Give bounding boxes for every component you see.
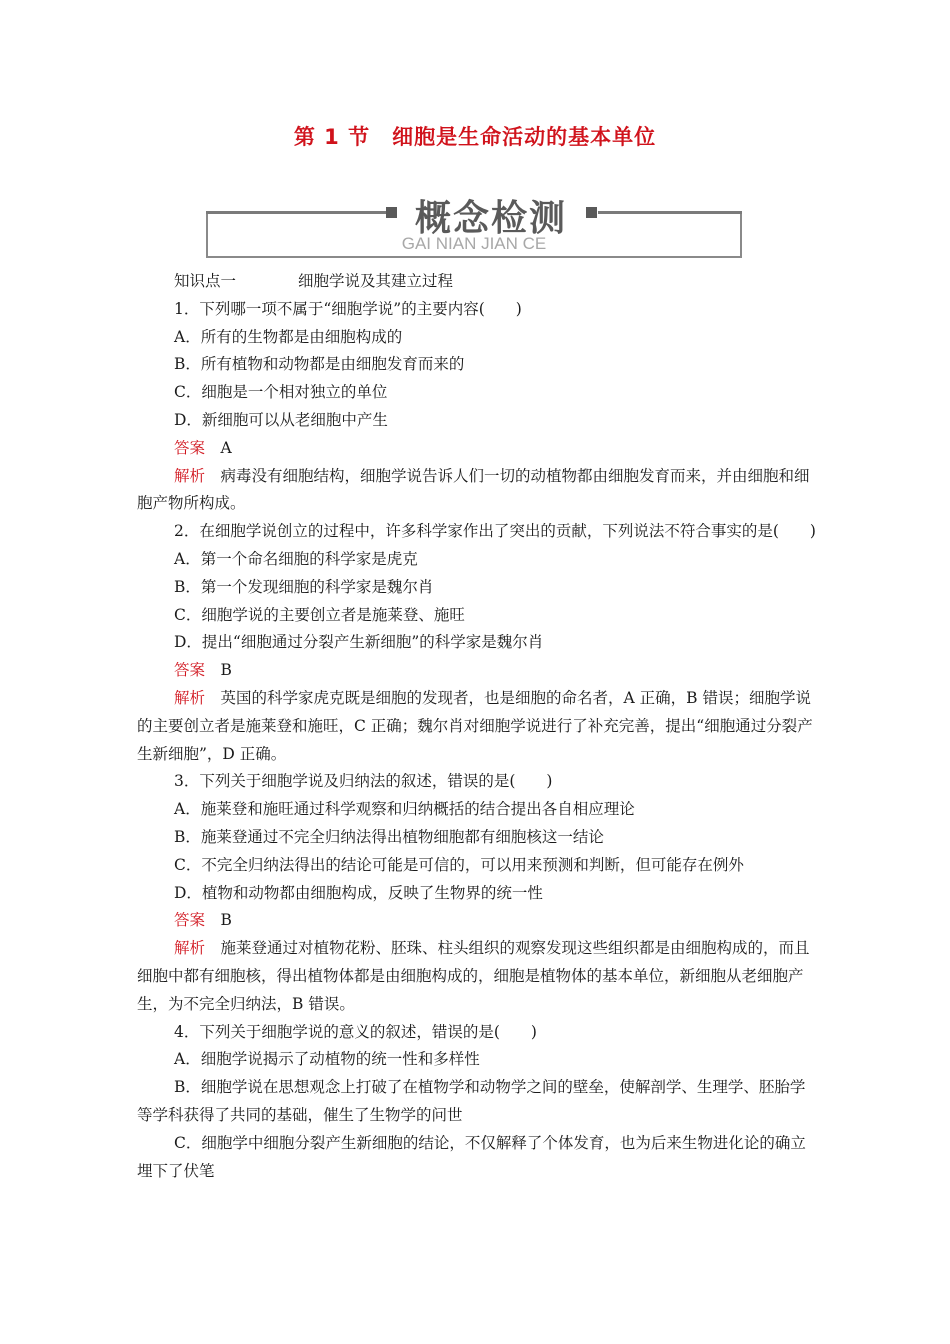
question-option: B．所有植物和动物都是由细胞发育而来的 bbox=[174, 355, 465, 374]
answer-label: 答案 bbox=[174, 911, 206, 930]
question-stem: 4．下列关于细胞学说的意义的叙述，错误的是( ) bbox=[174, 1022, 537, 1041]
answer-line bbox=[137, 657, 817, 685]
question-stem: 3．下列关于细胞学说及归纳法的叙述，错误的是( ) bbox=[174, 772, 553, 791]
question-option: D．提出“细胞通过分裂产生新细胞”的科学家是魏尔肖 bbox=[174, 633, 544, 652]
knowledge-point-label: 知识点一 bbox=[174, 272, 237, 290]
analysis-line bbox=[137, 685, 817, 768]
question-option: D．植物和动物都由细胞构成，反映了生物界的统一性 bbox=[174, 883, 543, 902]
question-stem: 2．在细胞学说创立的过程中，许多科学家作出了突出的贡献，下列说法不符合事实的是( ) bbox=[174, 522, 816, 541]
analysis-label: 解析 bbox=[174, 688, 206, 707]
analysis-line bbox=[137, 935, 817, 1018]
question-option: A．细胞学说揭示了动植物的统一性和多样性 bbox=[174, 1050, 480, 1069]
banner-title: 概念检测 bbox=[414, 198, 567, 239]
banner-rule-left bbox=[206, 211, 386, 214]
section-banner bbox=[206, 184, 746, 262]
answer-label: 答案 bbox=[174, 438, 206, 457]
banner-subtitle: GAI NIAN JIAN CE bbox=[401, 234, 547, 253]
analysis-text: 英国的科学家虎克既是细胞的发现者，也是细胞的命名者，A 正确，B 错误；细胞学说的主要创立者是施莱登和施旺，C 正确；魏尔肖对细胞学说进行了补充完善，提出“细胞通过分裂产生新细胞”，D 正确。 bbox=[137, 688, 813, 763]
answer-line bbox=[137, 435, 817, 463]
analysis-text: 施莱登通过对植物花粉、胚珠、柱头组织的观察发现这些组织都是由细胞构成的，而且细胞中都有细胞核，得出植物体都是由细胞构成的，细胞是植物体的基本单位，新细胞从老细胞产生，为不完全归纳法，B 错误。 bbox=[137, 939, 810, 1013]
question-option: A．施莱登和施旺通过科学观察和归纳概括的结合提出各自相应理论 bbox=[174, 800, 635, 819]
question-option: B．第一个发现细胞的科学家是魏尔肖 bbox=[174, 577, 434, 596]
knowledge-point bbox=[137, 268, 817, 296]
knowledge-point-text: 细胞学说及其建立过程 bbox=[298, 272, 454, 290]
analysis-label: 解析 bbox=[174, 939, 206, 958]
question-option: C．细胞学说的主要创立者是施莱登、施旺 bbox=[174, 605, 465, 624]
question-stem: 1．下列哪一项不属于“细胞学说”的主要内容( ) bbox=[174, 299, 522, 318]
analysis-label: 解析 bbox=[174, 466, 206, 485]
question-option: C．细胞是一个相对独立的单位 bbox=[174, 383, 388, 402]
question-option: D．新细胞可以从老细胞中产生 bbox=[174, 410, 388, 429]
question-option: B．细胞学说在思想观念上打破了在植物学和动物学之间的壁垒，使解剖学、生理学、胚胎学等学科获得了共同的基础，催生了生物学的问世 bbox=[137, 1078, 806, 1124]
answer-label: 答案 bbox=[174, 661, 206, 680]
question-option: A．所有的生物都是由细胞构成的 bbox=[174, 327, 403, 346]
answer-line bbox=[137, 907, 817, 935]
answer-value: A bbox=[220, 438, 232, 457]
question-option: C．细胞学中细胞分裂产生新细胞的结论，不仅解释了个体发育，也为后来生物进化论的确立埋下了伏笔 bbox=[137, 1133, 806, 1180]
banner-square-left-icon bbox=[386, 207, 397, 218]
analysis-text: 病毒没有细胞结构，细胞学说告诉人们一切的动植物都由细胞发育而来，并由细胞和细胞产物所构成。 bbox=[137, 466, 810, 513]
banner-rule-right bbox=[598, 211, 742, 214]
question-option: C．不完全归纳法得出的结论可能是可信的，可以用来预测和判断，但可能存在例外 bbox=[174, 855, 744, 874]
answer-value: B bbox=[220, 911, 232, 930]
question-option: B．施莱登通过不完全归纳法得出植物细胞都有细胞核这一结论 bbox=[174, 827, 604, 846]
page-title: 第 1 节 细胞是生命活动的基本单位 bbox=[293, 125, 657, 149]
question-option: A．第一个命名细胞的科学家是虎克 bbox=[174, 549, 418, 568]
document-body bbox=[137, 268, 817, 1185]
analysis-line bbox=[137, 463, 817, 519]
answer-value: B bbox=[220, 661, 232, 680]
banner-square-right-icon bbox=[586, 207, 597, 218]
